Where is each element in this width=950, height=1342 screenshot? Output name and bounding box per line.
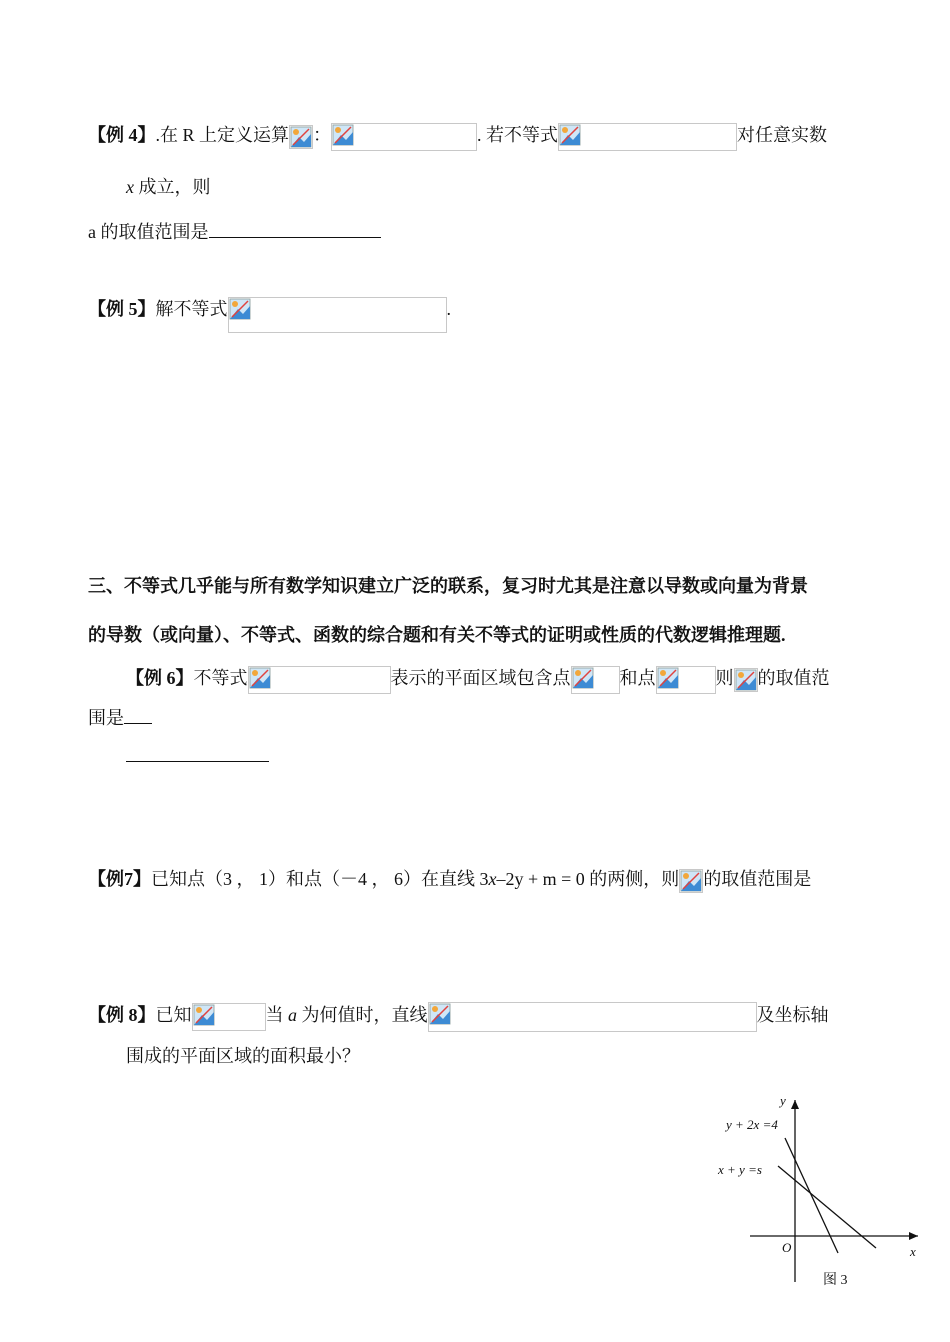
example-6-text-4: 则 [715,668,734,689]
line-1-label: y + 2x =4 [726,1117,778,1132]
example-4-question: a 的取值范围是 [88,222,209,242]
example-7-text-2: –2y + m = 0 的两侧，则 [496,869,680,889]
example-8-question: 围成的平面区域的面积最小？ [126,1046,360,1066]
example-8-tag: 【例 8】 [88,1005,156,1026]
variable-a: a [288,1005,297,1026]
example-6-question: 围是 [88,708,124,728]
example-4-tag: 【例 4】 [88,125,156,146]
example-8-text: 已知 [155,1005,192,1026]
y-axis-arrow [791,1100,799,1109]
line-2-label: x + y =s [718,1162,762,1177]
variable-x: x [126,177,134,197]
example-5-tag: 【例 5】 [88,299,156,319]
example-6-text-2: 表示的平面区域包含点 [390,668,571,689]
colon-text: ： [313,125,332,146]
example-8-text-2: 当 [265,1005,288,1026]
period-text: . [446,299,451,319]
variable-x: x [488,869,497,889]
section-3-heading-line-2: 的导数（或向量）、不等式、函数的综合题和有关不等式的证明或性质的代数逻辑推理题. [88,625,786,645]
y-axis-label: y [780,1093,786,1108]
example-8-text-3: 为何值时，直线 [297,1005,428,1026]
example-7-question: 的取值范围是 [703,869,812,889]
example-5-text: 解不等式 [155,299,228,319]
example-6-text-5: 的取值范 [757,668,830,689]
x-axis-arrow [909,1232,918,1240]
example-6-tag: 【例 6】 [126,668,194,689]
example-7-text: 已知点（3 ， 1）和点（－4 ， 6）在直线 3 [151,869,489,889]
section-3-heading-line-1: 三、不等式几乎能与所有数学知识建立广泛的联系，复习时尤其是注意以导数或向量为背景 [88,576,808,596]
example-7-tag: 【例7】 [88,869,151,889]
origin-label: O [782,1240,792,1255]
x-axis-label: x [910,1244,916,1259]
example-8-text-4: 及坐标轴 [756,1005,829,1026]
example-4-text: .在 R 上定义运算 [155,125,290,146]
example-4-text-4: 成立，则 [134,177,211,197]
example-4-text-2: . 若不等式 [477,125,559,146]
example-4-text-3: 对任意实数 [737,125,828,146]
example-6-text: 不等式 [193,668,248,689]
figure-caption: 图 3 [823,1273,848,1288]
example-6-text-3: 和点 [619,668,656,689]
